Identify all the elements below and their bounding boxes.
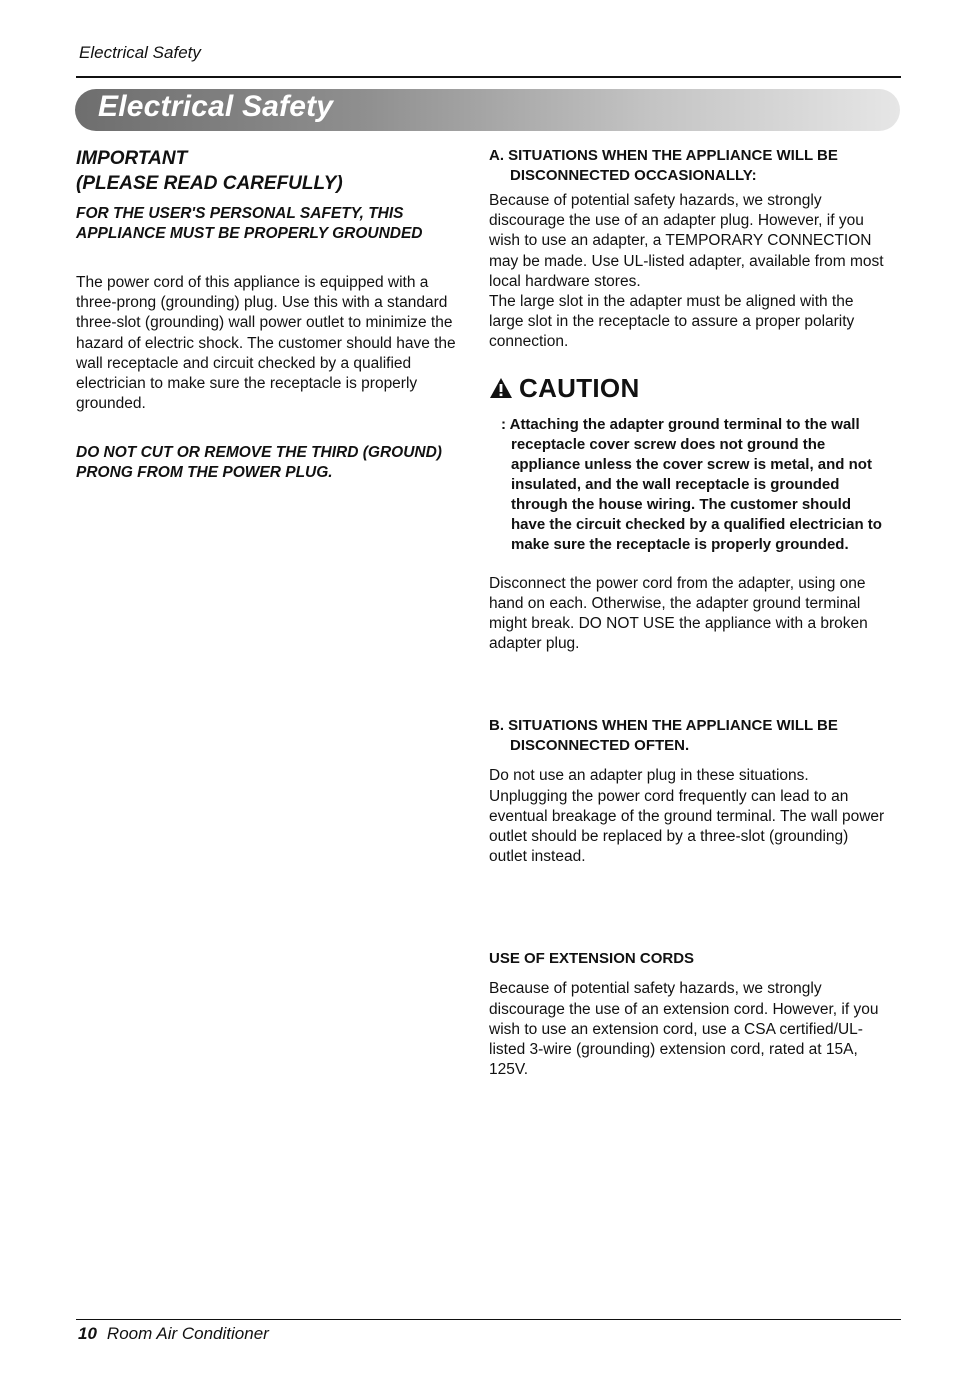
important-heading: [76, 146, 472, 196]
footer-divider: [76, 1319, 901, 1320]
warning-triangle-icon: [489, 377, 513, 399]
disconnect-paragraph: Disconnect the power cord from the adapter, using one hand on each. Otherwise, the adapter ground terminal might break. DO NOT USE the appliance with a broken adapter plug.: [489, 574, 868, 653]
extension-cords-body: Because of potential safety hazards, we strongly discourage the use of an extension cord. However, if you wish to use an extension cord, use a CSA certified/UL-listed 3-wire (grounding) extension cord, rated at 15A, 125V.: [489, 980, 879, 1079]
page-title: Electrical Safety: [98, 90, 334, 123]
title-bar: [75, 89, 900, 131]
caution-label: CAUTION: [519, 373, 640, 404]
prong-warning: DO NOT CUT OR REMOVE THE THIRD (GROUND) PRONG FROM THE POWER PLUG.: [76, 444, 442, 482]
section-a-body-1: Because of potential safety hazards, we strongly discourage the use of an adapter plug. However, if you wish to use an adapter, a TEMPORARY CONNECTION may be made. Use UL-listed adapter, available from most local hardware stores.: [489, 192, 884, 290]
caution-text: : Attaching the adapter ground terminal to the wall receptacle cover screw does not ground the appliance unless the cover screw is metal, and not insulated, and the wall receptacle is grounded through the house wiring. The customer should have the circuit checked by a qualified electrician to make sure the receptacle is properly grounded.: [501, 415, 882, 553]
header-divider: [76, 76, 901, 78]
caution-heading: [489, 373, 887, 405]
extension-cords-heading: USE OF EXTENSION CORDS: [489, 950, 695, 968]
running-header: Electrical Safety: [79, 43, 201, 62]
right-column: [489, 146, 887, 1080]
left-column: [76, 146, 472, 483]
grounding-notice: FOR THE USER'S PERSONAL SAFETY, THIS APPLIANCE MUST BE PROPERLY GROUNDED: [76, 205, 423, 242]
section-a-body-2: The large slot in the adapter must be aligned with the large slot in the receptacle to assure a proper polarity connection.: [489, 293, 855, 351]
page-number: 10: [78, 1324, 97, 1343]
section-a-heading: A. SITUATIONS WHEN THE APPLIANCE WILL BE DISCONNECTED OCCASIONALLY:: [489, 147, 838, 184]
power-cord-paragraph: The power cord of this appliance is equipped with a three-prong (grounding) plug. Use this with a standard three-slot (grounding) wall power outlet to minimize the hazard of electric shock. The customer should have the wall receptacle and circuit checked by a qualified electrician to make sure the receptacle is properly grounded.: [76, 274, 456, 413]
section-b-heading: B. SITUATIONS WHEN THE APPLIANCE WILL BE DISCONNECTED OFTEN.: [489, 717, 838, 755]
product-name: Room Air Conditioner: [106, 1324, 269, 1343]
important-title: IMPORTANT: [76, 148, 188, 169]
section-b-body: Do not use an adapter plug in these situations. Unplugging the power cord frequently can lead to an eventual breakage of the ground terminal. The wall power outlet should be replaced by a three-slot (grounding) outlet instead.: [489, 767, 885, 866]
important-subtitle: (PLEASE READ CAREFULLY): [76, 173, 343, 194]
page-footer: [78, 1324, 269, 1344]
